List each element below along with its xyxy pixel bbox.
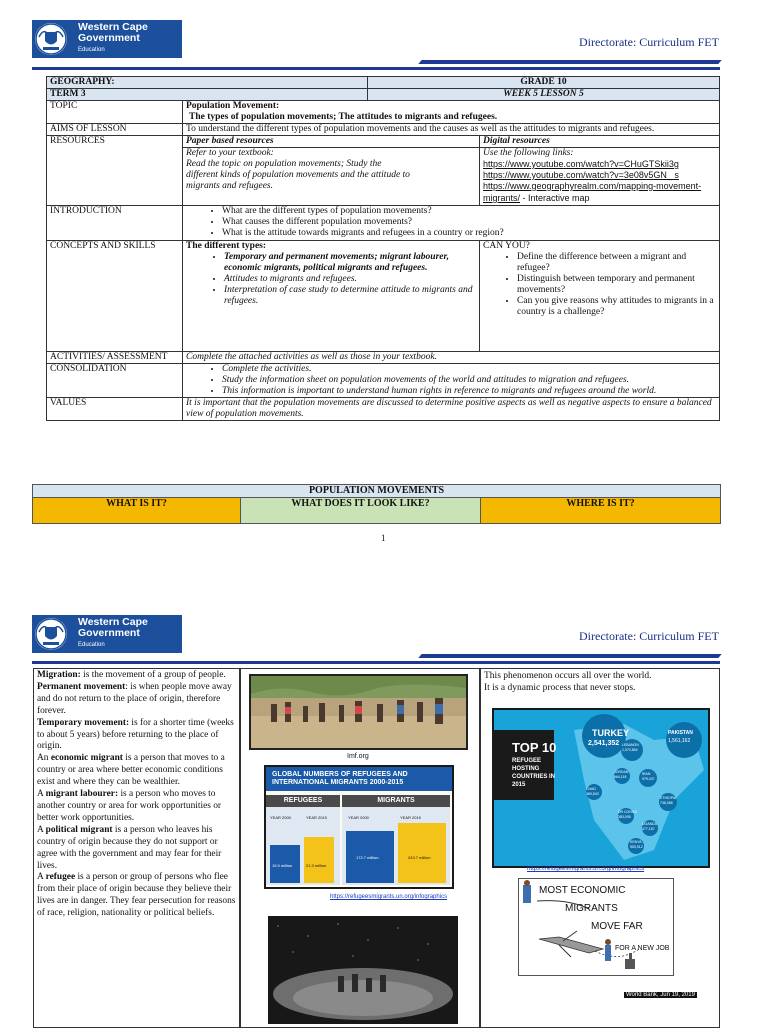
types-heading: The different types: [186, 241, 267, 251]
top10-title: TOP 10 [512, 740, 557, 755]
pm-col-where: WHERE IS IT? [481, 498, 721, 524]
logo-line1: Western Cape [78, 21, 148, 33]
paper-resources-heading: Paper based resources [183, 136, 479, 148]
resources-label: RESOURCES [47, 136, 183, 206]
wcg-logo [32, 20, 182, 58]
economic-migrants-cartoon [518, 878, 674, 976]
intro-label: INTRODUCTION [47, 206, 183, 241]
canyou-item: • Distinguish between temporary and permanent movements? [517, 274, 716, 296]
values-label: VALUES [47, 398, 183, 421]
infographic-title: GLOBAL NUMBERS OF REFUGEES AND INTERNATIONAL MIGRANTS 2000-2015 [266, 767, 452, 791]
header-rule-page2 [32, 661, 720, 664]
week-cell: WEEK 5 LESSON 5 [368, 89, 720, 101]
mig-bar-2015 [398, 823, 446, 883]
kenya-label: KENYA [630, 840, 642, 844]
types-item: • Temporary and permanent movements; migrant labourer, economic migrants, political migrants and refugees. [224, 252, 476, 274]
lesson-plan-table [46, 76, 720, 421]
refugees-label: REFUGEES [266, 795, 340, 807]
mig-year-2015: YEAR 2015 [400, 815, 421, 820]
wcg-logo-page2 [32, 615, 182, 653]
activities-label: ACTIVITIES/ ASSESSMENT [47, 352, 183, 364]
turkey-label: TURKEY [592, 728, 630, 738]
top10-hosting-infographic [492, 708, 710, 868]
lebanon-number: 1,070,854 [622, 748, 638, 752]
mig-value-2015: 243.7 million [408, 855, 431, 860]
phenomenon-line1: This phenomenon occurs all over the world. [484, 671, 652, 681]
consolidation-item: • This information is important to understand human rights in reference to migrants and refugees around the world. [222, 386, 716, 397]
def-permanent: Permanent movement: is when people move away and do not return to the place of origin, therefore forever. [37, 681, 232, 716]
logo-line2: Government [78, 32, 140, 44]
grade-cell: GRADE 10 [368, 77, 720, 89]
ethiopia-label: ETHIOPIA [660, 796, 677, 800]
ref-value-2015: 21.3 million [306, 863, 327, 868]
iran-label: IRAN [642, 772, 651, 776]
directorate-label: Directorate: Curriculum FET [579, 35, 719, 49]
drc-label: DR CONGO [618, 810, 638, 814]
migrants-photo [249, 674, 468, 750]
boat-refugees-photo [268, 916, 458, 1024]
photo-caption: Imf.org [347, 753, 369, 760]
cartoon-line2: MIGRANTS [565, 903, 618, 914]
def-labourer: A migrant labourer: is a person who moves to another country or area for work opportunities or better work opportunities. [37, 789, 222, 823]
types-item: • Attitudes to migrants and refugees. [224, 274, 476, 285]
directorate-label-page2: Directorate: Curriculum FET [579, 629, 719, 643]
term-cell: TERM 3 [47, 89, 368, 101]
paper-resources-cell [183, 136, 480, 206]
def-temporary: Temporary movement: is for a shorter time (weeks to about 5 years) before returning to the place of origin. [37, 717, 234, 752]
canyou-item: • Can you give reasons why attitudes to migrants in a country is a challenge? [517, 296, 716, 318]
cartoon-line1: MOST ECONOMIC [539, 885, 626, 896]
digital-resources-cell [480, 136, 720, 206]
pm-col-what: WHAT IS IT? [33, 498, 241, 524]
geographyrealm-link[interactable]: https://www.geographyrealm.com/mapping-movement-migrants/ [483, 181, 702, 203]
migrants-panel [342, 795, 450, 885]
digital-resources-heading: Digital resources [480, 136, 719, 148]
boat-photo-icon [268, 916, 458, 1024]
pm-title: POPULATION MOVEMENTS [33, 485, 721, 498]
infographic-source-link[interactable]: https://refugeesmigrants.un.org/infographics [330, 894, 448, 900]
mig-year-2000: YEAR 2000 [348, 815, 369, 820]
consolidation-cell [183, 364, 720, 398]
phenomenon-line2: It is a dynamic process that never stops. [484, 683, 636, 693]
canyou-item: • Define the difference between a migrant and refugee? [517, 252, 716, 274]
topic-cell [183, 101, 720, 124]
types-cell [183, 241, 480, 352]
youtube-link-1[interactable]: https://www.youtube.com/watch?v=CHuGTSkii3g [483, 159, 679, 169]
chad-label: CHAD [586, 787, 596, 791]
crest-icon [35, 618, 67, 650]
lebanon-label: LEBANON [622, 743, 639, 747]
logo-sub: Education [78, 47, 105, 53]
paper-line2: Read the topic on population movements; Study the different kinds of population movements and the attitude to migrants and refugees. [186, 159, 410, 191]
ref-bar-2015 [304, 837, 334, 883]
def-refugee: A refugee is a person or group of persons who flee from their place of origin because they believe their lives are in danger. They fear persecution for reasons of race, religion, nationality or political beliefs. [37, 872, 236, 919]
pm-col-look: WHAT DOES IT LOOK LIKE? [241, 498, 481, 524]
consolidation-item: • Complete the activities. [222, 364, 716, 375]
global-numbers-infographic [264, 765, 454, 889]
ref-year-2000: YEAR 2000 [270, 815, 291, 820]
topic-subtitle: The types of population movements; The attitudes to migrants and refugees. [189, 112, 498, 122]
intro-cell [183, 206, 720, 241]
turkey-number: 2,541,352 [588, 740, 620, 747]
uganda-label: UGANDA [642, 822, 657, 826]
migrants-photo-icon [251, 676, 466, 748]
topic-label: TOPIC [47, 101, 183, 124]
definitions-column [33, 668, 240, 1028]
logo-line2: Government [78, 627, 140, 639]
iran-number: 979,437 [642, 777, 655, 781]
def-migration: Migration: is the movement of a group of people. [37, 670, 226, 680]
drc-number: 383,095 [618, 815, 631, 819]
migrants-label: MIGRANTS [342, 795, 450, 807]
top10-subtitle: REFUGEE HOSTING COUNTRIES IN 2015 [512, 758, 556, 788]
canyou-cell [480, 241, 720, 352]
chad-number: 369,540 [586, 792, 599, 796]
consolidation-item: • Study the information sheet on population movements of the world and attitudes to migration and refugees. [222, 375, 716, 386]
header-rule-accent-page2 [418, 654, 721, 658]
logo-sub: Education [78, 642, 105, 648]
logo-line1: Western Cape [78, 616, 148, 628]
youtube-link-2[interactable]: https://www.youtube.com/watch?v=3e08v5GN_ s [483, 170, 679, 180]
refugees-panel [266, 795, 340, 885]
concepts-label: CONCEPTS AND SKILLS [47, 241, 183, 352]
canyou-heading: CAN YOU? [483, 241, 530, 251]
digital-line1: Use the following links: [483, 148, 574, 158]
kenya-number: 553,912 [630, 845, 643, 849]
jordan-label: JORDAN [614, 770, 629, 774]
mig-value-2000: 172.7 million [356, 855, 379, 860]
jordan-number: 664,118 [614, 775, 627, 779]
consolidation-label: CONSOLIDATION [47, 364, 183, 398]
ref-value-2000: 15.9 million [272, 863, 293, 868]
cartoon-credit: World Bank, Jun 19, 2019 [626, 992, 695, 998]
values-text: It is important that the population movements are discussed to determine positive aspects as well as negative aspects to ensure a balanced view of population movements. [183, 398, 720, 421]
def-economic: An economic migrant is a person that moves to a country or area where better economic conditions exist and where they can be wealthier. [37, 753, 225, 788]
intro-item: • What causes the different population movements? [222, 217, 716, 228]
paper-line1: Refer to your textbook: [186, 148, 274, 158]
cartoon-line4: FOR A NEW JOB [615, 945, 670, 952]
pakistan-label: PAKISTAN [668, 730, 693, 736]
header-rule [32, 67, 720, 70]
page-number: 1 [381, 533, 386, 543]
types-item: • Interpretation of case study to determine attitude to migrants and refugees. [224, 285, 476, 307]
subject-cell: GEOGRAPHY: [47, 77, 368, 89]
header-rule-accent [418, 60, 721, 64]
ref-year-2015: YEAR 2015 [306, 815, 327, 820]
def-political: A political migrant is a person who leaves his country of origin because they do not support or agree with the government and may fear for their lives. [37, 824, 222, 871]
uganda-number: 477,187 [642, 827, 655, 831]
activities-text: Complete the attached activities as well as those in your textbook. [183, 352, 720, 364]
population-movements-table [32, 484, 721, 524]
aims-text: To understand the different types of population movements and the causes as well as the attitudes to migrants and refugees. [183, 124, 720, 136]
ethiopia-number: 736,086 [660, 801, 673, 805]
top10-source-link[interactable]: https://refugeesmigrants.un.org/infographics [527, 866, 645, 872]
cartoon-line3: MOVE FAR [591, 921, 643, 932]
intro-item: • What are the different types of population movements? [222, 206, 716, 217]
crest-icon [35, 23, 67, 55]
link3-suffix: - Interactive map [520, 193, 590, 203]
aims-label: AIMS OF LESSON [47, 124, 183, 136]
pakistan-number: 1,561,162 [668, 738, 691, 744]
intro-item: • What is the attitude towards migrants and refugees in a country or region? [222, 228, 716, 239]
topic-title: Population Movement: [186, 101, 280, 111]
